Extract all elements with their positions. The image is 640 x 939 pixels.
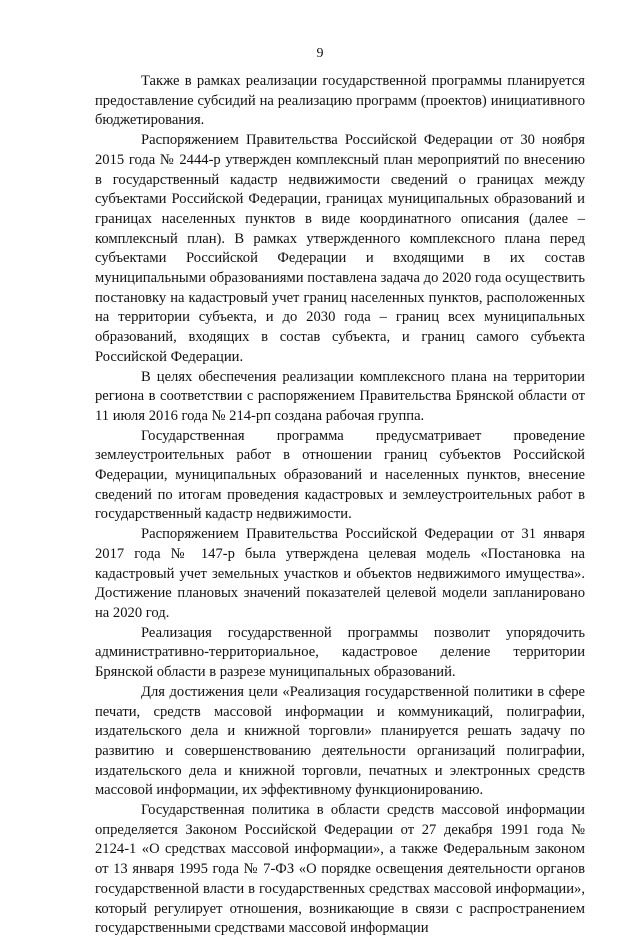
paragraph-territorial-division: Реализация государственной программы позволит упорядочить административно-территориальное, кадастровое деление территории Брянской области в разрезе муниципальных образований.: [95, 624, 585, 681]
document-body: [95, 72, 585, 939]
paragraph-land-works: Государственная программа предусматривает проведение землеустроительных работ в отношении границ субъектов Российской Федерации, муниципальных образований и населенных пунктов, внесение сведений по итогам проведения кадастровых и землеустроительных работ в государственный кадастр недвижимости.: [95, 427, 585, 523]
paragraph-comprehensive-plan: Распоряжением Правительства Российской Федерации от 30 ноября 2015 года № 2444-р утвержден комплексный план мероприятий по внесению в государственный кадастр недвижимости сведений о границах между субъектами Российской Федерации, границах муниципальных образований и границах населенных пунктов в виде координатного описания (далее – комплексный план). В рамках утвержденного комплексного плана перед субъектами Российской Федерации и входящими в их состав муниципальными образованиями поставлена задача до 2020 года осуществить постановку на кадастровый учет границ населенных пунктов, расположенных на территории субъекта, и до 2030 года – границ всех муниципальных образований, входящих в состав субъекта, и границ самого субъекта Российской Федерации.: [95, 132, 585, 365]
paragraph-mass-media-law: Государственная политика в области средств массовой информации определяется Законом Российской Федерации от 27 декабря 1991 года № 2124-1 «О средствах массовой информации», а также Федеральным законом от 13 января 1995 года № 7-ФЗ «О порядке освещения деятельности органов государственной власти в государственных средствах массовой информации», который регулирует отношения, возникающие в связи с распространением государственными средствами массовой информации: [95, 802, 585, 937]
paragraph-working-group: В целях обеспечения реализации комплексного плана на территории региона в соответствии с распоряжением Правительства Брянской области от 11 июля 2016 года № 214-рп создана рабочая группа.: [95, 368, 585, 424]
paragraph-initiative-budgeting: Также в рамках реализации государственной программы планируется предоставление субсидий на реализацию программ (проектов) инициативного бюджетирования.: [95, 73, 585, 129]
page-number: 9: [316, 46, 324, 61]
paragraph-target-model: Распоряжением Правительства Российской Федерации от 31 января 2017 года № 147-р была утверждена целевая модель «Постановка на кадастровый учет земельных участков и объектов недвижимого имущества». Достижение плановых значений показателей целевой модели запланировано на 2020 год.: [95, 526, 585, 621]
paragraph-press-policy: Для достижения цели «Реализация государственной политики в сфере печати, средств массовой информации и коммуникаций, полиграфии, издательского дела и книжной торговли» планируется решать задачу по развитию и совершенствованию деятельности организаций полиграфии, издательского дела и книжной торговли, печатных и электронных средств массовой информации, их эффективному функционированию.: [95, 683, 585, 799]
